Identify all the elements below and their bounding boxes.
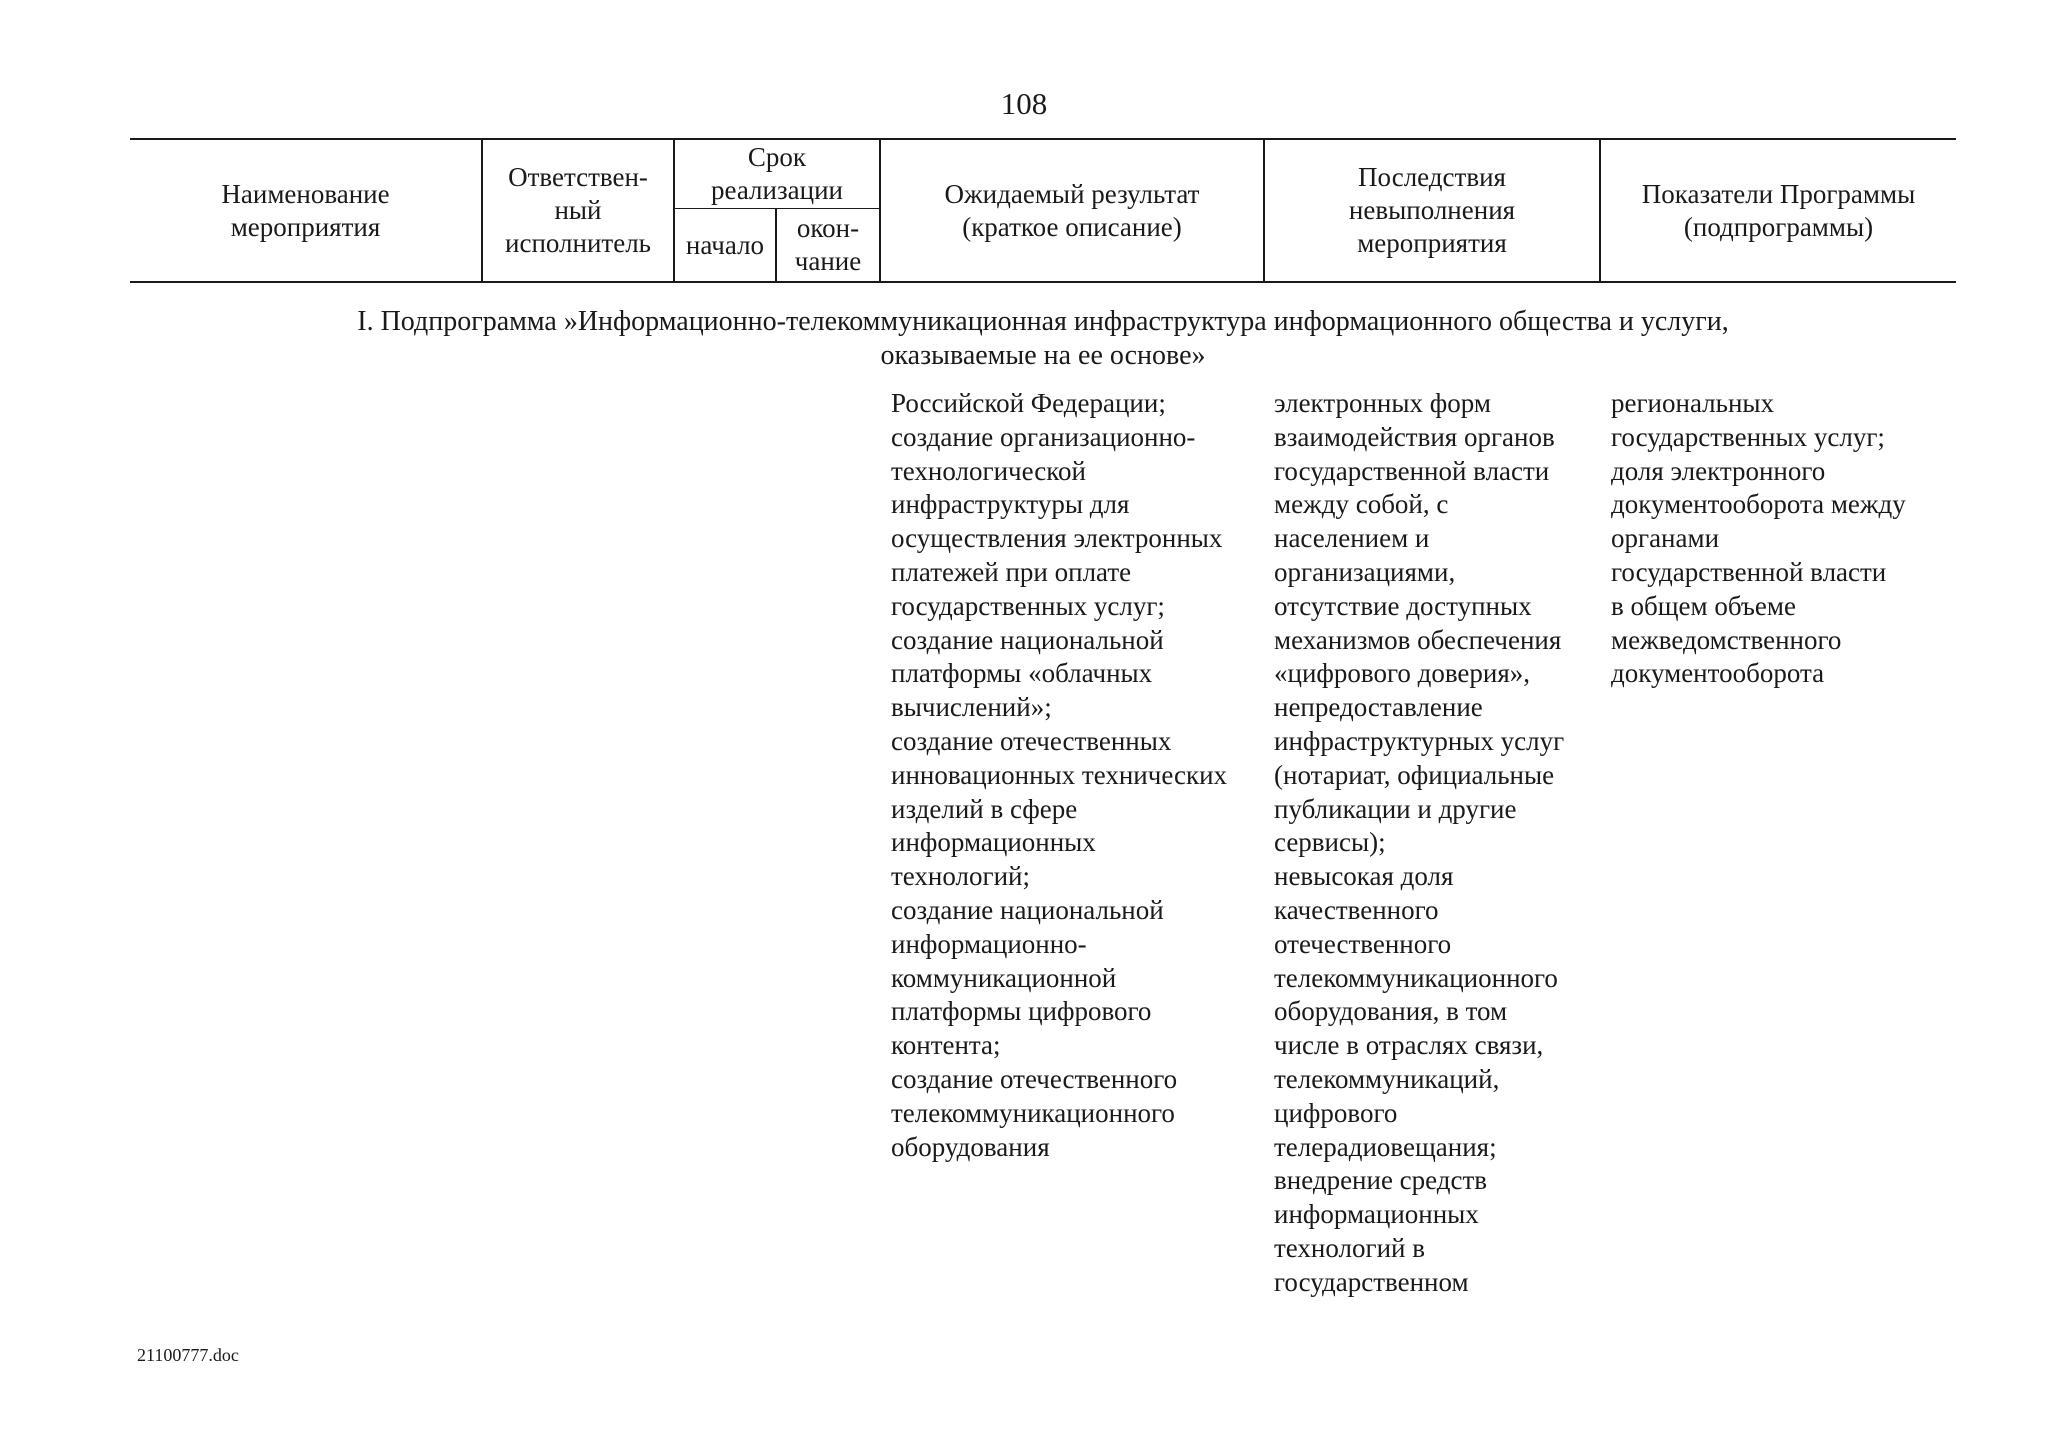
header-name-cell	[130, 139, 482, 282]
header-indicators-line: (подпрограммы)	[1683, 211, 1874, 242]
expected-result-line: контента;	[891, 1030, 1001, 1061]
consequences-line: электронных форм	[1274, 388, 1491, 418]
section-title-line: оказываемые на ее основе»	[880, 340, 1206, 371]
page-number: 108	[1000, 86, 1048, 121]
indicators-line: органами	[1611, 523, 1720, 554]
expected-result-column	[891, 387, 1227, 1164]
consequences-line: механизмов обеспечения	[1274, 624, 1562, 655]
header-result-line: Ожидаемый результат	[944, 178, 1200, 209]
consequences-line: информационных	[1274, 1199, 1479, 1230]
expected-result-line: создание отечественного	[891, 1063, 1178, 1094]
indicators-line: межведомственного	[1611, 624, 1842, 655]
consequences-line: государственном	[1274, 1266, 1469, 1297]
header-term-end-line: чание	[794, 246, 862, 276]
header-term-cell	[674, 139, 880, 209]
header-term-line: Срок	[747, 142, 807, 172]
header-executor-line: Ответствен-	[508, 162, 648, 192]
consequences-line: цифрового	[1274, 1097, 1398, 1128]
expected-result-line: платформы «облачных	[891, 658, 1153, 689]
indicators-line: документооборота	[1611, 658, 1825, 689]
expected-result-line: коммуникационной	[891, 962, 1117, 993]
consequences-column	[1274, 387, 1564, 1300]
consequences-line: невысокая доля	[1274, 861, 1454, 892]
consequences-line: качественного	[1274, 894, 1439, 925]
consequences-line: между собой, с	[1274, 489, 1449, 520]
header-name-line: мероприятия	[230, 211, 381, 242]
consequences-line: телерадиовещания;	[1274, 1131, 1497, 1162]
expected-result-line: оборудования	[891, 1131, 1050, 1162]
expected-result-line: создание национальной	[891, 624, 1164, 655]
indicators-line: государственных услуг;	[1611, 421, 1885, 452]
consequences-line: отечественного	[1274, 928, 1452, 959]
header-consequences-line: мероприятия	[1357, 228, 1507, 258]
header-term-end-line: окон-	[796, 213, 860, 243]
consequences-line: организациями,	[1274, 556, 1456, 587]
header-consequences-line: невыполнения	[1348, 195, 1516, 225]
expected-result-line: осуществления электронных	[891, 523, 1223, 554]
header-name-line: Наименование	[221, 178, 390, 209]
consequences-line: телекоммуникаций,	[1274, 1063, 1500, 1094]
consequences-line: населением и	[1274, 523, 1430, 554]
expected-result-line: телекоммуникационного	[891, 1097, 1175, 1128]
consequences-line: технологий в	[1274, 1232, 1425, 1263]
consequences-line: «цифрового доверия»,	[1274, 658, 1531, 689]
expected-result-line: создание организационно-	[891, 421, 1196, 452]
expected-result-line: изделий в сфере	[891, 793, 1078, 824]
indicators-column	[1611, 387, 1906, 691]
consequences-line: отсутствие доступных	[1274, 590, 1532, 621]
consequences-line: внедрение средств	[1274, 1165, 1488, 1196]
header-term-start-label: начало	[685, 229, 765, 260]
expected-result-line: технологий;	[891, 861, 1030, 892]
consequences-line: непредоставление	[1274, 692, 1483, 723]
header-result-line: (краткое описание)	[962, 211, 1182, 242]
expected-result-line: инфраструктуры для	[891, 489, 1130, 520]
consequences-line: инфраструктурных услуг	[1274, 725, 1565, 756]
indicators-line: в общем объеме	[1611, 590, 1796, 621]
expected-result-line: платформы цифрового	[891, 996, 1152, 1027]
consequences-line: публикации и другие	[1274, 793, 1517, 824]
header-executor-line: ный	[554, 195, 602, 225]
header-indicators-cell	[1600, 139, 1956, 282]
table-header	[130, 138, 1956, 283]
consequences-line: сервисы);	[1274, 827, 1386, 858]
header-executor-cell	[482, 139, 674, 282]
header-consequences-cell	[1264, 139, 1600, 282]
header-term-line: реализации	[711, 175, 843, 205]
header-executor-line: исполнитель	[505, 228, 651, 258]
expected-result-line: информационно-	[891, 928, 1087, 959]
consequences-line: числе в отраслях связи,	[1274, 1030, 1544, 1061]
header-indicators-line: Показатели Программы	[1641, 178, 1916, 209]
expected-result-line: создание отечественных	[891, 725, 1172, 756]
section-title	[130, 305, 1956, 373]
header-consequences-line: Последствия	[1358, 162, 1506, 192]
expected-result-line: инновационных технических	[891, 759, 1228, 790]
consequences-line: государственной власти	[1274, 455, 1550, 486]
expected-result-line: государственных услуг;	[891, 590, 1165, 621]
consequences-line: (нотариат, официальные	[1274, 759, 1555, 790]
expected-result-line: Российской Федерации;	[891, 388, 1166, 418]
header-term-start-cell	[674, 209, 776, 283]
expected-result-line: вычислений»;	[891, 692, 1052, 723]
indicators-line: региональных	[1611, 388, 1775, 418]
expected-result-line: платежей при оплате	[891, 556, 1132, 587]
indicators-line: документооборота между	[1611, 489, 1906, 520]
expected-result-line: информационных	[891, 827, 1096, 858]
consequences-line: взаимодействия органов	[1274, 421, 1555, 452]
indicators-line: государственной власти	[1611, 556, 1887, 587]
header-result-cell	[880, 139, 1264, 282]
section-title-line: I. Подпрограмма »Информационно-телекоммуникационная инфраструктура информационного общества и услуги,	[357, 306, 1729, 337]
expected-result-line: создание национальной	[891, 894, 1164, 925]
footer-filename: 21100777.doc	[137, 1345, 239, 1365]
expected-result-line: технологической	[891, 455, 1086, 486]
indicators-line: доля электронного	[1611, 455, 1826, 486]
header-term-end-cell	[776, 209, 880, 283]
consequences-line: оборудования, в том	[1274, 996, 1508, 1027]
consequences-line: телекоммуникационного	[1274, 962, 1558, 993]
